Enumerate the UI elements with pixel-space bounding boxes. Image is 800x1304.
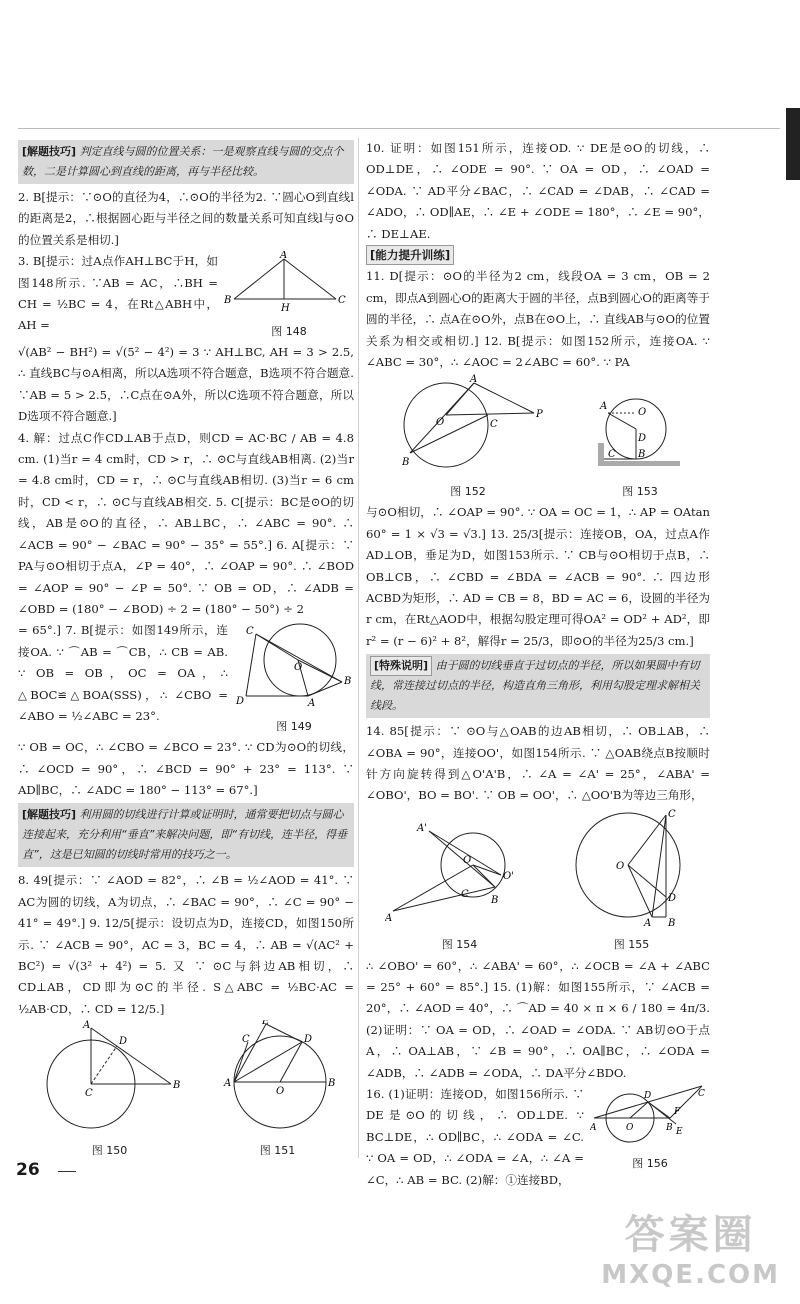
label-H: H <box>281 303 290 314</box>
figure-148 <box>224 251 354 342</box>
label-C: C <box>246 626 254 638</box>
label-B: B <box>327 1078 335 1090</box>
label-B: B <box>490 894 498 906</box>
label-C: C <box>698 1089 705 1099</box>
circle-figure-153 <box>592 373 688 473</box>
figure-153 <box>592 373 688 502</box>
answer-3a: 3. B[提示：过A点作AH⊥BC于H，如图148所示. ∵AB = AC，∴BH = CH = ½BC = 4，在Rt△ABH中，AH = <box>18 254 218 333</box>
figure-154 <box>385 817 535 956</box>
label-O: O <box>462 854 471 866</box>
label-D: D <box>236 696 245 708</box>
circle-figure-151 <box>218 1020 338 1132</box>
label-C: C <box>84 1088 93 1100</box>
circle-figure-149 <box>234 620 354 708</box>
label-O: O <box>294 662 303 674</box>
label-O: O <box>638 407 647 419</box>
answer-3b: √(AB² − BH²) = √(5² − 4²) = 3 ∵ AH⊥BC, AH = 3 > 2.5, ∴ 直线BC与⊙A相离，所以A选项不符合题意，B选项不符合题意. ∵AB = 5 > 2.5，∴C点在⊙A外，所以C选项不符合题意，所以D选项不符合题意.] <box>18 345 354 424</box>
label-C: C <box>460 888 469 900</box>
label-A: A <box>82 1020 90 1032</box>
label-C: C <box>667 808 676 820</box>
triangle-figure-148 <box>224 251 354 313</box>
tip-tag: [解题技巧] <box>22 145 77 158</box>
answer-12-13: 与⊙O相切，∴ ∠OAP = 90°. ∵ OA = OC = 1，∴ AP = OAtan 60° = 1 × √3 = √3.] 13. 25/3[提示：连接OB，OA，过点A作AD⊥OB，垂足为D，如图153所示. ∵ CB与⊙O相切于点B，∴ OB⊥CB，∴ ∠CBD = ∠BDA = ∠ACB = 90°. ∴ 四边形ACBD为矩形，∴ AD = CB = 8，BD = AC = 6，设圆的半径为r cm，在Rt△AOD中，根据勾股定理可得OA² = OD² + AD²，即r² = (r − 6)² + 8²，解得r = 25/3，即⊙O的半径为25/3 cm.] <box>366 505 710 648</box>
label-A-prime: A' <box>416 822 427 834</box>
label-D: D <box>644 1091 652 1101</box>
section-tag: [能力提升训练] <box>366 245 454 265</box>
circle-figure-150 <box>35 1020 185 1132</box>
tip-tag: [解题技巧] <box>22 808 77 822</box>
label-D: D <box>118 1036 127 1048</box>
answer-16: 16. (1)证明：连接OD，如图156所示. ∵ DE是⊙O的切线，∴ OD⊥DE. ∵ BC⊥DE，∴ OD∥BC，∴ ∠ODA = ∠C. ∵ OA = OD，∴ ∠ODA = ∠A，∴ ∠A = ∠C，∴ AB = BC. (2)解：①连接BD， <box>366 1087 584 1187</box>
label-B: B <box>224 295 232 307</box>
label-B: B <box>667 917 675 927</box>
label-A: A <box>600 401 608 413</box>
caption-153: 图 153 <box>622 484 658 498</box>
label-E: E <box>676 1127 683 1137</box>
label-C: C <box>338 295 346 307</box>
answer-4: 4. 解：过点C作CD⊥AB于点D，则CD = AC·BC / AB = 4.8 cm. (1)当r = 4 cm时，CD > r，∴ ⊙C与直线AB相离. (2)当r = 4.8 cm时，CD = r，∴ ⊙C与直线AB相切. (3)当r = 6 cm时，CD < r，∴ ⊙C与直线AB相交. 5. C[提示：BC是⊙O的切线，AB是⊙O的直径，∴ AB⊥BC，∴ ∠ABC = 90°. ∴ ∠ACB = 90° − ∠BAC = 90° − 35° = 55°.] 6. A[提示：∵ PA与⊙O相切于点A，∠P = 40°，∴ ∠OAP = 90°. ∴ ∠BOD = ∠AOP = 90° − ∠P = 50°. ∵ OB = OD，∴ ∠ADB = ∠OBD = (180° − ∠BOD) ÷ 2 = (180° − 50°) ÷ 2 <box>18 430 354 616</box>
left-column <box>18 138 354 1161</box>
edge-tab <box>786 108 800 180</box>
label-B: B <box>666 1123 673 1133</box>
label-A: A <box>308 698 316 709</box>
label-A: A <box>643 917 651 927</box>
label-A: A <box>590 1123 597 1133</box>
circle-figure-155 <box>572 807 692 927</box>
label-B: B <box>172 1080 180 1092</box>
caption-149: 图 149 <box>276 719 312 733</box>
tip-box-2 <box>18 803 354 867</box>
label-O: O <box>275 1086 284 1098</box>
label-E: E <box>261 1020 269 1028</box>
watermark-url: MXQE.COM <box>601 1260 780 1290</box>
caption-152: 图 152 <box>450 484 486 498</box>
label-B: B <box>402 457 410 469</box>
label-A: A <box>223 1078 231 1090</box>
label-P: P <box>536 409 543 421</box>
label-C: C <box>241 1034 250 1046</box>
label-O-prime: O' <box>502 870 514 882</box>
circle-figure-152 <box>388 373 548 473</box>
figures-152-153 <box>366 373 710 502</box>
caption-150: 图 150 <box>91 1143 128 1157</box>
label-C: C <box>608 449 616 461</box>
label-D: D <box>638 433 647 445</box>
label-O: O <box>626 1123 634 1133</box>
caption-155: 图 155 <box>613 938 650 952</box>
label-A: A <box>470 374 478 386</box>
answer-15: ∴ ∠OBO' = 60°，∴ ∠ABA' = 60°，∴ ∠OCB = ∠A + ∠ABC = 25° + 60° = 85°.] 15. (1)解：如图155所示，∵ ∠ACB = 20°，∴ ∠AOD = 40°，∴ ⌒AD = 40 × π × 6 / 180 = 4π/3. (2)证明：∵ OA = OD，∴ ∠OAD = ∠ODA. ∵ AB切⊙O于点A，∴ OA⊥AB，∵ ∠B = 90°，∴ OA∥BC，∴ ∠ODA = ∠ADB，∴ ∠ADB = ∠ODA，∴ DA平分∠BDO. <box>366 958 710 1080</box>
note-text: 由于圆的切线垂直于过切点的半径，所以如果圆中有切线，常连接过切点的半径，构造直角三角形，利用勾股定理求解相关线段。 <box>370 659 700 713</box>
right-column <box>366 138 710 1191</box>
label-A: A <box>280 251 288 262</box>
answer-14: 14. 85[提示：∵ ⊙O与△OAB的边AB相切，∴ OB⊥AB，∴ ∠OBA = 90°，连接OO'，如图154所示. ∵ △OAB绕点B按顺时针方向旋转得到△O'A'B，∴ ∠A = ∠A' = 25°，∠ABA' = ∠OBO'，BO = BO'. ∵ OB = OO'，∴ △OO'B为等边三角形， <box>366 724 710 803</box>
figures-150-151 <box>18 1020 354 1161</box>
answer-2: 2. B[提示：∵⊙O的直径为4，∴⊙O的半径为2. ∵圆心O到直线l的距离是2，∴根据圆心距与半径之间的数量关系可知直线l与⊙O的位置关系是相切.] <box>18 190 354 247</box>
label-D: D <box>667 892 676 904</box>
watermark-logo-text: 答案圈 <box>624 1212 757 1258</box>
note-box <box>366 654 710 718</box>
answer-8-9: 8. 49[提示：∵ ∠AOD = 82°，∴ ∠B = ½∠AOD = 41°. ∵ AC为圆的切线，A为切点，∴ ∠BAC = 90°，∴ ∠C = 90° − 41° = 49°.] 9. 12/5[提示：设切点为D，连接CD，如图150所示. ∵ ∠ACB = 90°，AC = 3，BC = 4，∴ AB = √(AC² + BC²) = √(3² + 4²) = 5. 又 ∵ ⊙C与斜边AB相切，∴ CD⊥AB，CD即为⊙C的半径. S△ABC = ½BC·AC = ½AB·CD，∴ CD = 12/5.] <box>18 873 354 1016</box>
tip-box-1 <box>18 140 354 184</box>
figure-150 <box>35 1020 185 1161</box>
label-B: B <box>344 676 352 688</box>
page-number-rule <box>58 1171 76 1172</box>
label-O: O <box>615 860 624 872</box>
caption-151: 图 151 <box>259 1143 296 1157</box>
caption-154: 图 154 <box>441 938 478 952</box>
answer-11-12: 11. D[提示：⊙O的半径为2 cm，线段OA = 3 cm，OB = 2 cm，即点A到圆心O的距离大于圆的半径，点B到圆心O的距离等于圆的半径，∴ 点A在⊙O外，点B在⊙O上，∴ 直线AB与⊙O的位置关系为相交或相切.] 12. B[提示：如图152所示，连接OA. ∵ ∠ABC = 30°，∴ ∠AOC = 2∠ABC = 60°. ∵ PA <box>366 269 710 370</box>
label-O: O <box>436 417 445 429</box>
tip-text: 利用圆的切线进行计算或证明时，通常要把切点与圆心连接起来，充分利用“垂直”来解决问题，即“有切线，连半径，得垂直”，这是已知圆的切线时常用的技巧之一。 <box>22 808 348 862</box>
figures-154-155 <box>366 807 710 956</box>
tip-text: 判定直线与圆的位置关系：一是观察直线与圆的交点个数，二是计算圆心到直线的距离，再与半径比较。 <box>22 145 344 178</box>
answer-7: = 65°.] 7. B[提示：如图149所示，连接OA. ∵ ⌒AB = ⌒CB，∴ CB = AB. ∵ OB = OB，OC = OA，∴ △BOC≌△BOA(SSS)，∴ ∠CBO = ∠ABO = ½∠ABC = 23°. <box>18 623 228 723</box>
figure-156 <box>590 1084 710 1175</box>
caption-156: 图 156 <box>632 1157 668 1171</box>
label-F: F <box>674 1107 681 1117</box>
label-C: C <box>490 419 498 431</box>
column-divider <box>358 138 359 1158</box>
figure-152 <box>388 373 548 502</box>
note-tag: [特殊说明] <box>370 656 432 676</box>
caption-148: 图 148 <box>271 324 307 338</box>
top-rule <box>18 128 780 129</box>
label-D: D <box>303 1034 312 1046</box>
circle-figure-156 <box>590 1084 710 1146</box>
watermark <box>601 1203 780 1290</box>
circle-figure-154 <box>385 817 535 927</box>
label-A: A <box>384 912 392 924</box>
figure-155 <box>572 807 692 956</box>
answer-10: 10. 证明：如图151所示，连接OD. ∵ DE是⊙O的切线，∴ OD⊥DE，∴ ∠ODE = 90°. ∵ OA = OD，∴ ∠OAD = ∠ODA. ∵ AD平分∠BAC，∴ ∠CAD = ∠DAB，∴ ∠CAD = ∠ADO，∴ OD∥AE，∴ ∠E + ∠ODE = 180°，∴ ∠E = 90°，∴ DE⊥AE. <box>366 141 710 241</box>
label-B: B <box>638 449 646 461</box>
page-number: 26 <box>16 1160 40 1180</box>
figure-149 <box>234 620 354 737</box>
figure-151 <box>218 1020 338 1161</box>
answer-7-cont: ∵ OB = OC，∴ ∠CBO = ∠BCO = 23°. ∵ CD为⊙O的切线，∴ ∠OCD = 90°，∴ ∠BCD = 90° + 23° = 113°. ∵ AD∥BC，∴ ∠ADC = 180° − 113° = 67°.] <box>18 740 354 797</box>
section-header <box>366 245 710 266</box>
